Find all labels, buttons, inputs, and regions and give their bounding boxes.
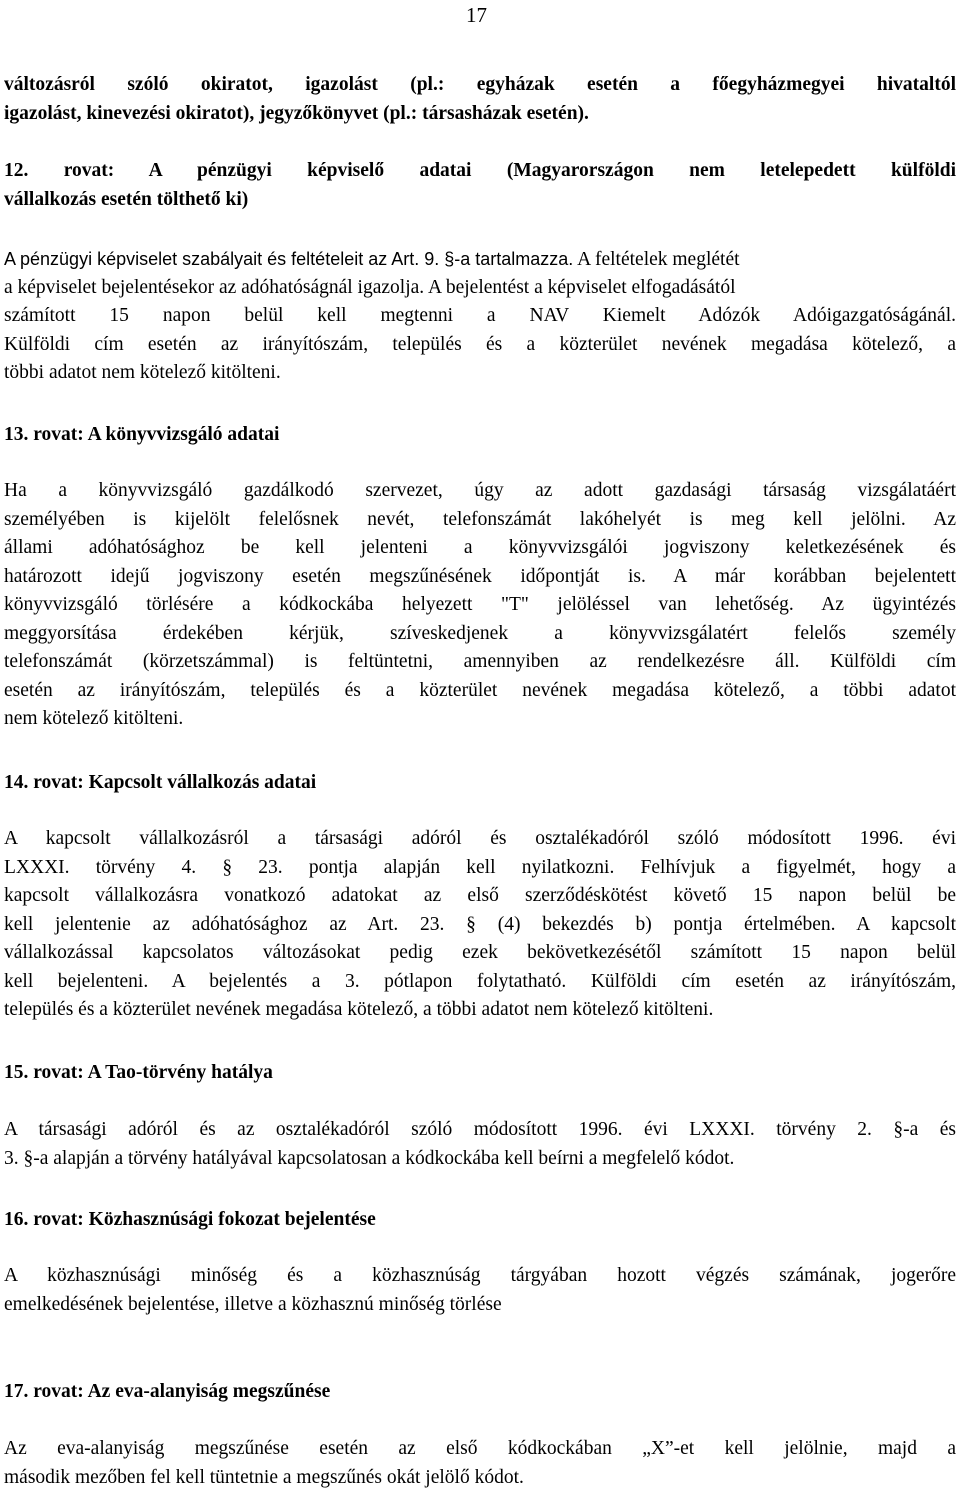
text-line: állami adóhatósághoz be kell jelenteni a könyvvizsgálói jogviszony keletkezésének és	[4, 537, 956, 558]
text-line	[4, 245, 956, 274]
page-number: 17	[466, 3, 487, 27]
text-line: kapcsolt vállalkozásra vonatkozó adatokat az első szerződéskötést követő 15 napon belül be	[4, 885, 956, 906]
text-line: többi adatot nem kötelező kitölteni.	[4, 362, 281, 383]
text-line: emelkedésének bejelentése, illetve a közhasznú minőség törlése	[4, 1293, 502, 1315]
text-line: esetén az irányítószám, település és a közterület nevének megadása kötelező, a többi adatot	[4, 679, 956, 701]
text-line: 12. rovat: A pénzügyi képviselő adatai (Magyarországon nem letelepedett külföldi	[4, 160, 956, 181]
section-12-heading	[4, 157, 956, 214]
text-line: vállalkozással kapcsolatos változásokat pedig ezek bekövetkezésétől számított 15 napon belül	[4, 942, 956, 963]
text-span: A pénzügyi képviselet szabályait és feltételeit az Art. 9. §-a tartalmazza.	[4, 249, 574, 269]
section-17-body	[4, 1435, 956, 1492]
section-13-body	[4, 477, 956, 734]
text-line: 17. rovat: Az eva-alanyiság megszűnése	[4, 1381, 331, 1402]
text-line: második mezőben fel kell tüntetnie a megszűnés okát jelölő kódot.	[4, 1466, 524, 1488]
section-12-body	[4, 245, 956, 388]
intro-paragraph	[4, 71, 956, 128]
text-line: igazolást, kinevezési okiratot), jegyzőkönyvet (pl.: társasházak esetén).	[4, 102, 589, 124]
text-line: 16. rovat: Közhasznúsági fokozat bejelentése	[4, 1209, 376, 1230]
text-line: LXXXI. törvény 4. § 23. pontja alapján kell nyilatkozni. Felhívjuk a figyelmét, hogy a	[4, 856, 956, 878]
section-16-heading	[4, 1206, 956, 1235]
section-16-body	[4, 1262, 956, 1319]
text-line: 13. rovat: A könyvvizsgáló adatai	[4, 424, 280, 445]
text-line: Ha a könyvvizsgáló gazdálkodó szervezet, úgy az adott gazdasági társaság vizsgálatáért	[4, 480, 956, 501]
section-14-heading	[4, 769, 956, 798]
section-13-heading	[4, 421, 956, 450]
text-span: A bejelentést a képviselet elfogadásától	[424, 276, 736, 298]
text-line: nem kötelező kitölteni.	[4, 708, 184, 729]
text-line: 3. §-a alapján a törvény hatályával kapcsolatosan a kódkockába kell beírni a megfelelő kódot.	[4, 1147, 735, 1169]
section-15-body	[4, 1116, 956, 1173]
text-line: meggyorsítása érdekében kérjük, szíveskedjenek a könyvvizsgálatért felelős személy	[4, 622, 956, 644]
text-line: kell bejelenteni. A bejelentés a 3. pótlapon folytatható. Külföldi cím esetén az irányítószám,	[4, 970, 956, 992]
text-line: határozott idejű jogviszony esetén megszűnésének időpontját is. A már korábban bejelentett	[4, 565, 956, 587]
section-14-body	[4, 825, 956, 1025]
text-line: könyvvizsgáló törlésére a kódkockába helyezett "T" jelöléssel van lehetőség. Az ügyintézés	[4, 594, 956, 615]
text-line	[4, 274, 956, 303]
text-line: változásról szóló okiratot, igazolást (pl.: egyházak esetén a főegyházmegyei hivataltól	[4, 74, 956, 95]
section-17-heading	[4, 1378, 956, 1407]
text-line: 15. rovat: A Tao-törvény hatálya	[4, 1062, 273, 1083]
text-line: telefonszámát (körzetszámmal) is feltüntetni, amennyiben az rendelkezésre áll. Külföldi cím	[4, 651, 956, 672]
text-line: A társasági adóról és az osztalékadóról szóló módosított 1996. évi LXXXI. törvény 2. §-a és	[4, 1119, 956, 1140]
text-line: 14. rovat: Kapcsolt vállalkozás adatai	[4, 772, 317, 793]
text-line: személyében is kijelölt felelősnek nevét, telefonszámát lakóhelyét is meg kell jelölni. Az	[4, 508, 956, 530]
text-span: a képviselet bejelentésekor az adóhatóságnál igazolja.	[4, 276, 425, 298]
text-line: A kapcsolt vállalkozásról a társasági adóról és osztalékadóról szóló módosított 1996. évi	[4, 828, 956, 849]
section-15-heading	[4, 1059, 956, 1088]
text-span: A feltételek meglétét	[573, 249, 740, 270]
text-line: település és a közterület nevének megadása kötelező, a többi adatot nem kötelező kitölteni.	[4, 999, 714, 1020]
text-line: vállalkozás esetén tölthető ki)	[4, 188, 249, 210]
text-line: Külföldi cím esetén az irányítószám, település és a közterület nevének megadása kötelező, a	[4, 333, 956, 355]
text-line: A közhasznúsági minőség és a közhasznúság tárgyában hozott végzés számának, jogerőre	[4, 1265, 956, 1286]
text-line: számított 15 napon belül kell megtenni a NAV Kiemelt Adózók Adóigazgatóságánál.	[4, 305, 956, 326]
text-line: kell jelentenie az adóhatósághoz az Art. 23. § (4) bekezdés b) pontja értelmében. A kapcsolt	[4, 913, 956, 935]
text-line: Az eva-alanyiság megszűnése esetén az első kódkockában „X”-et kell jelölnie, majd a	[4, 1438, 956, 1459]
